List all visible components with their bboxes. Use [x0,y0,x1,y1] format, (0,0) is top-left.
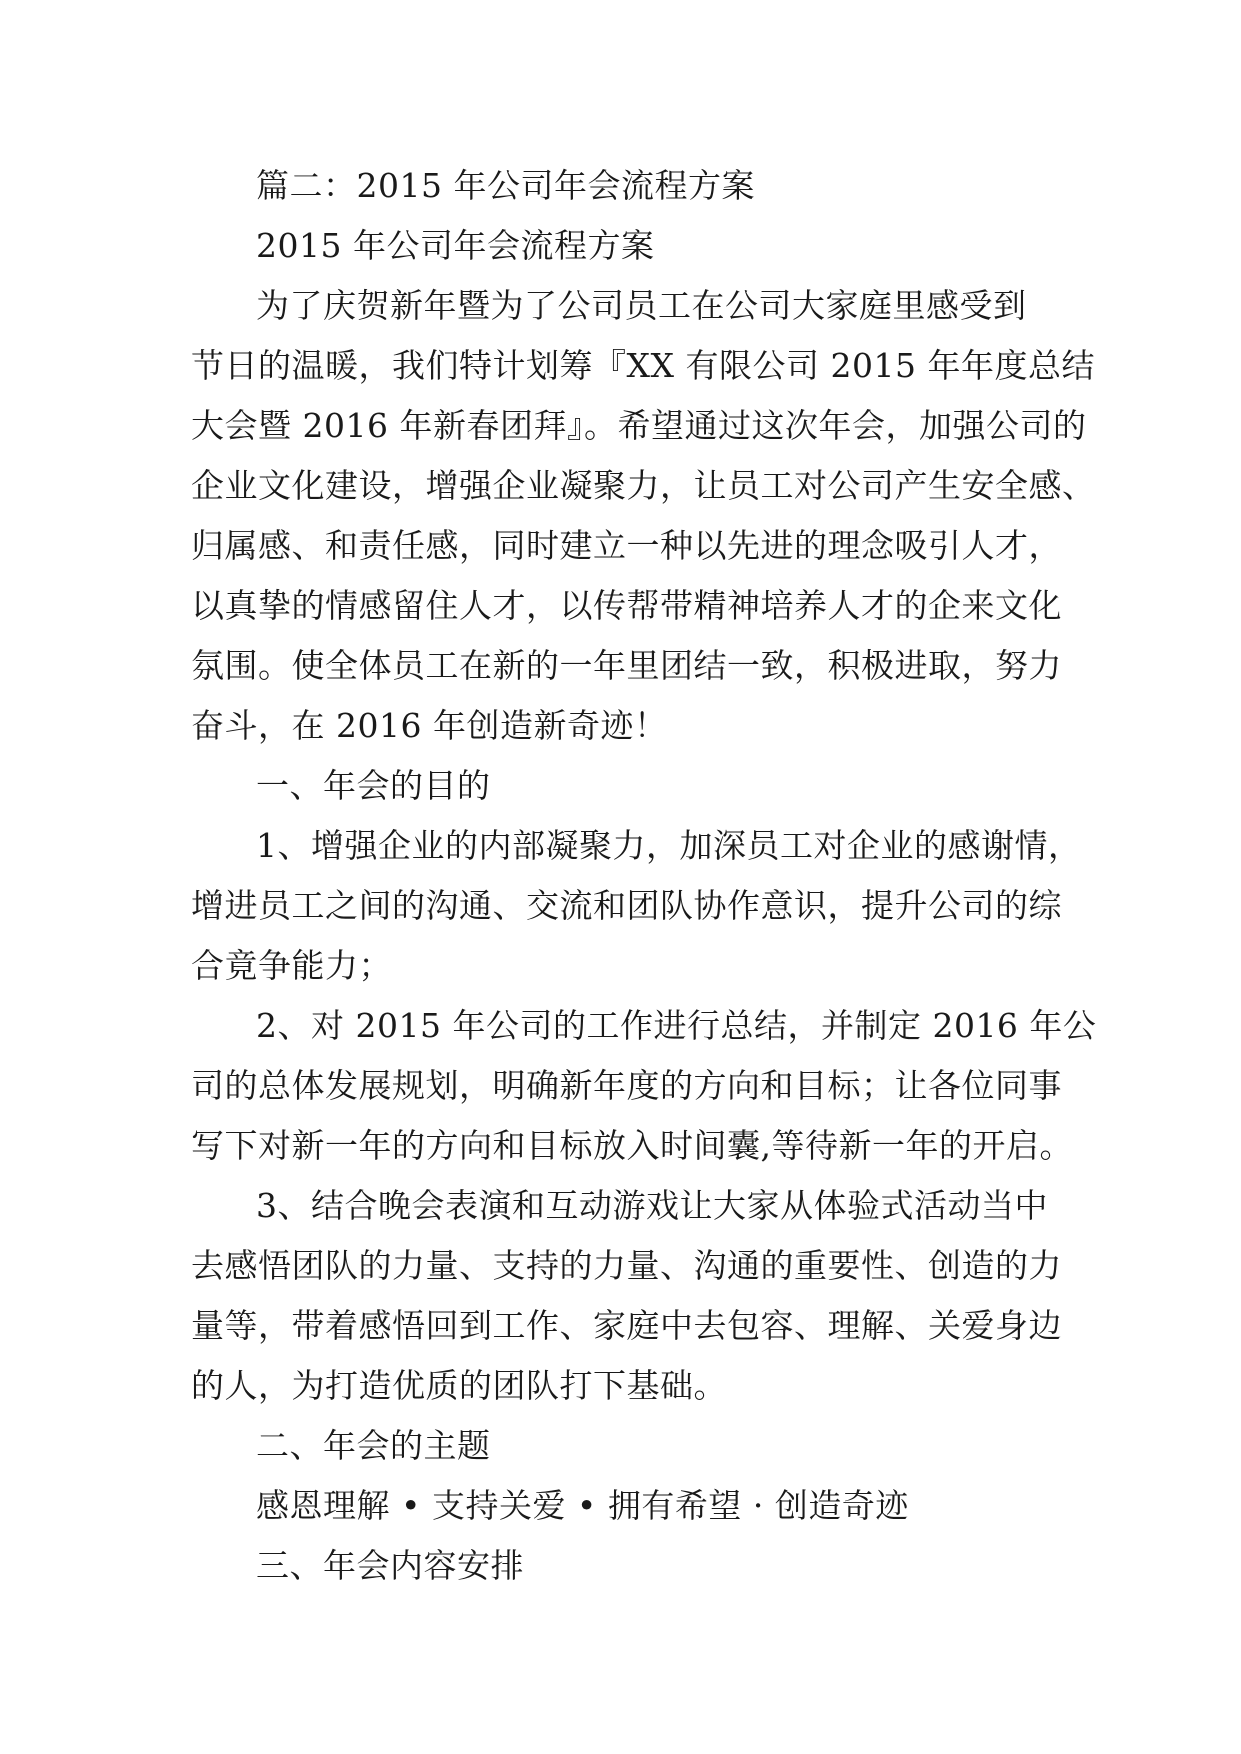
paragraph-line: 企业文化建设，增强企业凝聚力，让员工对公司产生安全感、 [191,466,1096,505]
list-item-line: 量等，带着感悟回到工作、家庭中去包容、理解、关爱身边 [191,1306,1062,1345]
theme-line: 感恩理解 • 支持关爱 • 拥有希望 · 创造奇迹 [256,1486,909,1525]
list-item-line: 1、增强企业的内部凝聚力，加深员工对企业的感谢情， [256,826,1082,865]
paragraph-line: 节日的温暖，我们特计划筹『XX 有限公司 2015 年年度总结 [191,346,1095,385]
list-item-line: 合竟争能力； [191,946,392,985]
document-title: 2015 年公司年会流程方案 [256,226,655,265]
paragraph-line: 归属感、和责任感，同时建立一种以先进的理念吸引人才， [191,526,1062,565]
paragraph-line: 以真挚的情感留住人才，以传帮带精神培养人才的企来文化 [191,586,1062,625]
paragraph-line: 大会暨 2016 年新春团拜』。希望通过这次年会，加强公司的 [191,406,1087,445]
paragraph-line: 奋斗，在 2016 年创造新奇迹！ [191,706,668,745]
paragraph-line: 氛围。使全体员工在新的一年里团结一致，积极进取，努力 [191,646,1062,685]
section-heading: 二、年会的主题 [256,1426,491,1465]
list-item-line: 司的总体发展规划，明确新年度的方向和目标；让各位同事 [191,1066,1062,1105]
document-heading: 篇二：2015 年公司年会流程方案 [256,166,755,205]
list-item-line: 增进员工之间的沟通、交流和团队协作意识，提升公司的综 [191,886,1062,925]
list-item-line: 3、结合晚会表演和互动游戏让大家从体验式活动当中 [256,1186,1048,1225]
list-item-line: 写下对新一年的方向和目标放入时间囊,等待新一年的开启。 [191,1126,1073,1165]
list-item-line: 去感悟团队的力量、支持的力量、沟通的重要性、创造的力 [191,1246,1062,1285]
section-heading: 一、年会的目的 [256,766,491,805]
list-item-line: 2、对 2015 年公司的工作进行总结，并制定 2016 年公 [256,1006,1097,1045]
list-item-line: 的人，为打造优质的团队打下基础。 [191,1366,727,1405]
section-heading: 三、年会内容安排 [256,1546,524,1585]
paragraph-line: 为了庆贺新年暨为了公司员工在公司大家庭里感受到 [256,286,1027,325]
